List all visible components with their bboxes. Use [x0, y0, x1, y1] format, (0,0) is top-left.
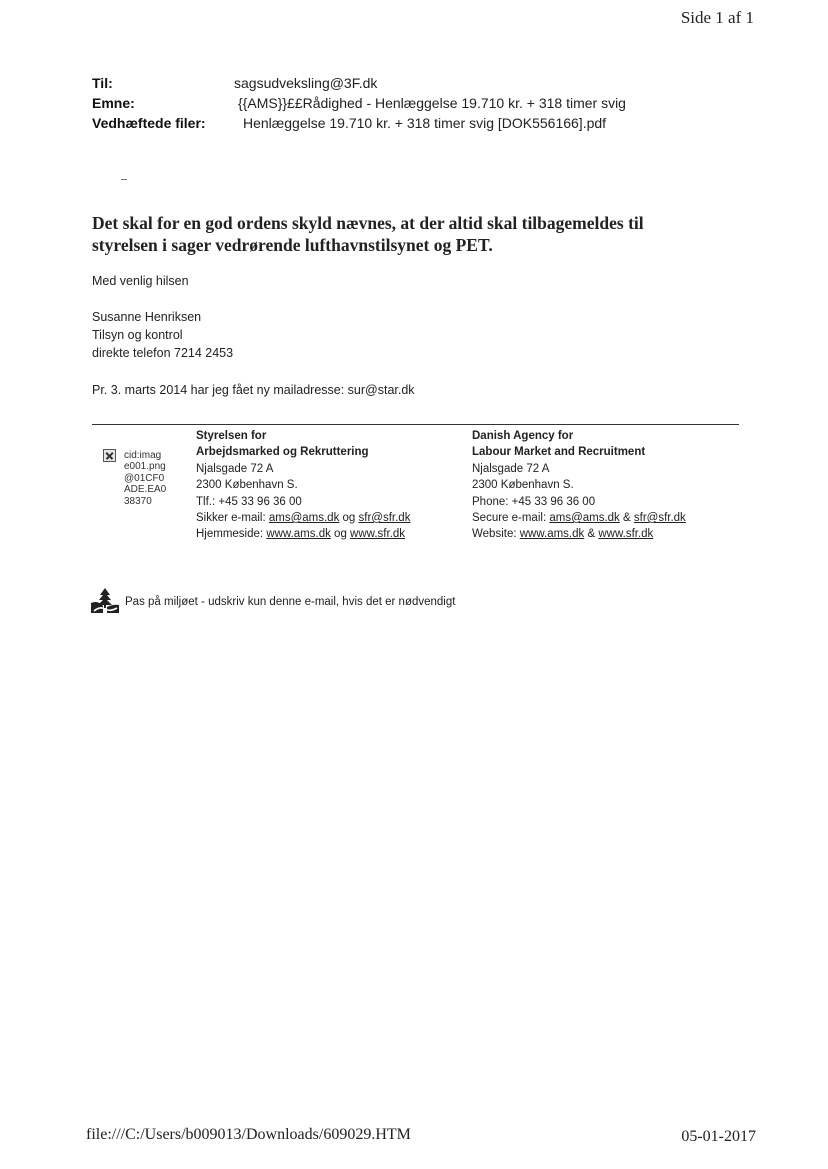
org-name-line-1: Danish Agency for: [472, 430, 574, 442]
email-link-ams[interactable]: ams@ams.dk: [549, 512, 620, 525]
print-date: 05-01-2017: [681, 1128, 756, 1145]
attachments-value: Henlæggelse 19.710 kr. + 318 timer svig [DOK556166].pdf: [243, 115, 607, 131]
stray-mark: [121, 179, 127, 180]
to-label: Til:: [92, 75, 113, 91]
secure-email-row: [472, 510, 686, 526]
alt-line: cid:imag: [124, 450, 162, 461]
separator: &: [584, 528, 599, 541]
website-link-ams[interactable]: www.ams.dk: [266, 528, 331, 541]
secure-email-label: Sikker e-mail:: [196, 512, 269, 525]
website-row: [472, 526, 686, 542]
eco-notice-text: Pas på miljøet - udskriv kun denne e-mail, hvis det er nødvendigt: [125, 596, 456, 608]
sender-phone: direkte telefon 7214 2453: [92, 346, 234, 360]
secure-email-row: [196, 510, 410, 526]
new-email-notice: Pr. 3. marts 2014 har jeg fået ny mailadresse: sur@star.dk: [92, 383, 415, 397]
greeting: Med venlig hilsen: [92, 274, 189, 288]
email-link-sfr[interactable]: sfr@sfr.dk: [633, 512, 686, 525]
separator: &: [619, 512, 634, 525]
alt-line: @01CF0: [124, 472, 165, 484]
separator: og: [330, 528, 351, 541]
notice-line-1: Det skal for en god ordens skyld nævnes, at der altid skal tilbagemeldes til: [92, 213, 644, 233]
website-label: Website:: [472, 528, 520, 541]
to-value: sagsudveksling@3F.dk: [234, 75, 378, 91]
org-name-line-2: Labour Market and Recruitment: [472, 446, 646, 459]
notice-text: [92, 212, 732, 256]
signature-english: [472, 428, 686, 543]
email-link-ams[interactable]: ams@ams.dk: [268, 512, 340, 525]
sender-department: Tilsyn og kontrol: [92, 328, 183, 342]
org-name-line-2: Arbejdsmarked og Rekruttering: [196, 446, 369, 459]
notice-line-2: styrelsen i sager vedrørende lufthavnstilsynet og PET.: [92, 235, 493, 255]
website-link-ams[interactable]: www.ams.dk: [519, 528, 585, 541]
subject-value: {{AMS}}££Rådighed - Henlæggelse 19.710 kr. + 318 timer svig: [238, 95, 626, 111]
attachments-label: Vedhæftede filer:: [92, 115, 206, 131]
alt-line: 38370: [124, 495, 152, 507]
website-row: [196, 526, 410, 542]
image-alt-text: [124, 450, 180, 507]
broken-image-icon: [103, 449, 116, 462]
website-link-sfr[interactable]: www.sfr.dk: [598, 528, 654, 541]
alt-line: ADE.EA0: [124, 484, 167, 496]
alt-line: e001.png: [124, 461, 166, 473]
separator: og: [339, 512, 359, 525]
signature-danish: [196, 428, 410, 543]
city-address: 2300 København S.: [196, 479, 298, 492]
tree-landscape-icon: [90, 587, 120, 613]
city-address: 2300 København S.: [472, 479, 574, 492]
page-number: Side 1 af 1: [680, 8, 754, 27]
org-name-line-1: Styrelsen for: [196, 430, 267, 442]
website-link-sfr[interactable]: www.sfr.dk: [350, 528, 406, 541]
file-path: file:///C:/Users/b009013/Downloads/609029.HTM: [86, 1126, 411, 1143]
sender-name: Susanne Henriksen: [92, 310, 202, 324]
website-label: Hjemmeside:: [196, 528, 267, 541]
phone: Tlf.: +45 33 96 36 00: [196, 495, 302, 508]
street-address: Njalsgade 72 A: [472, 462, 550, 475]
signature-divider: [92, 424, 739, 425]
street-address: Njalsgade 72 A: [196, 462, 274, 475]
secure-email-label: Secure e-mail:: [472, 512, 550, 525]
email-link-sfr[interactable]: sfr@sfr.dk: [358, 512, 411, 525]
phone: Phone: +45 33 96 36 00: [472, 495, 596, 508]
subject-label: Emne:: [92, 95, 135, 111]
